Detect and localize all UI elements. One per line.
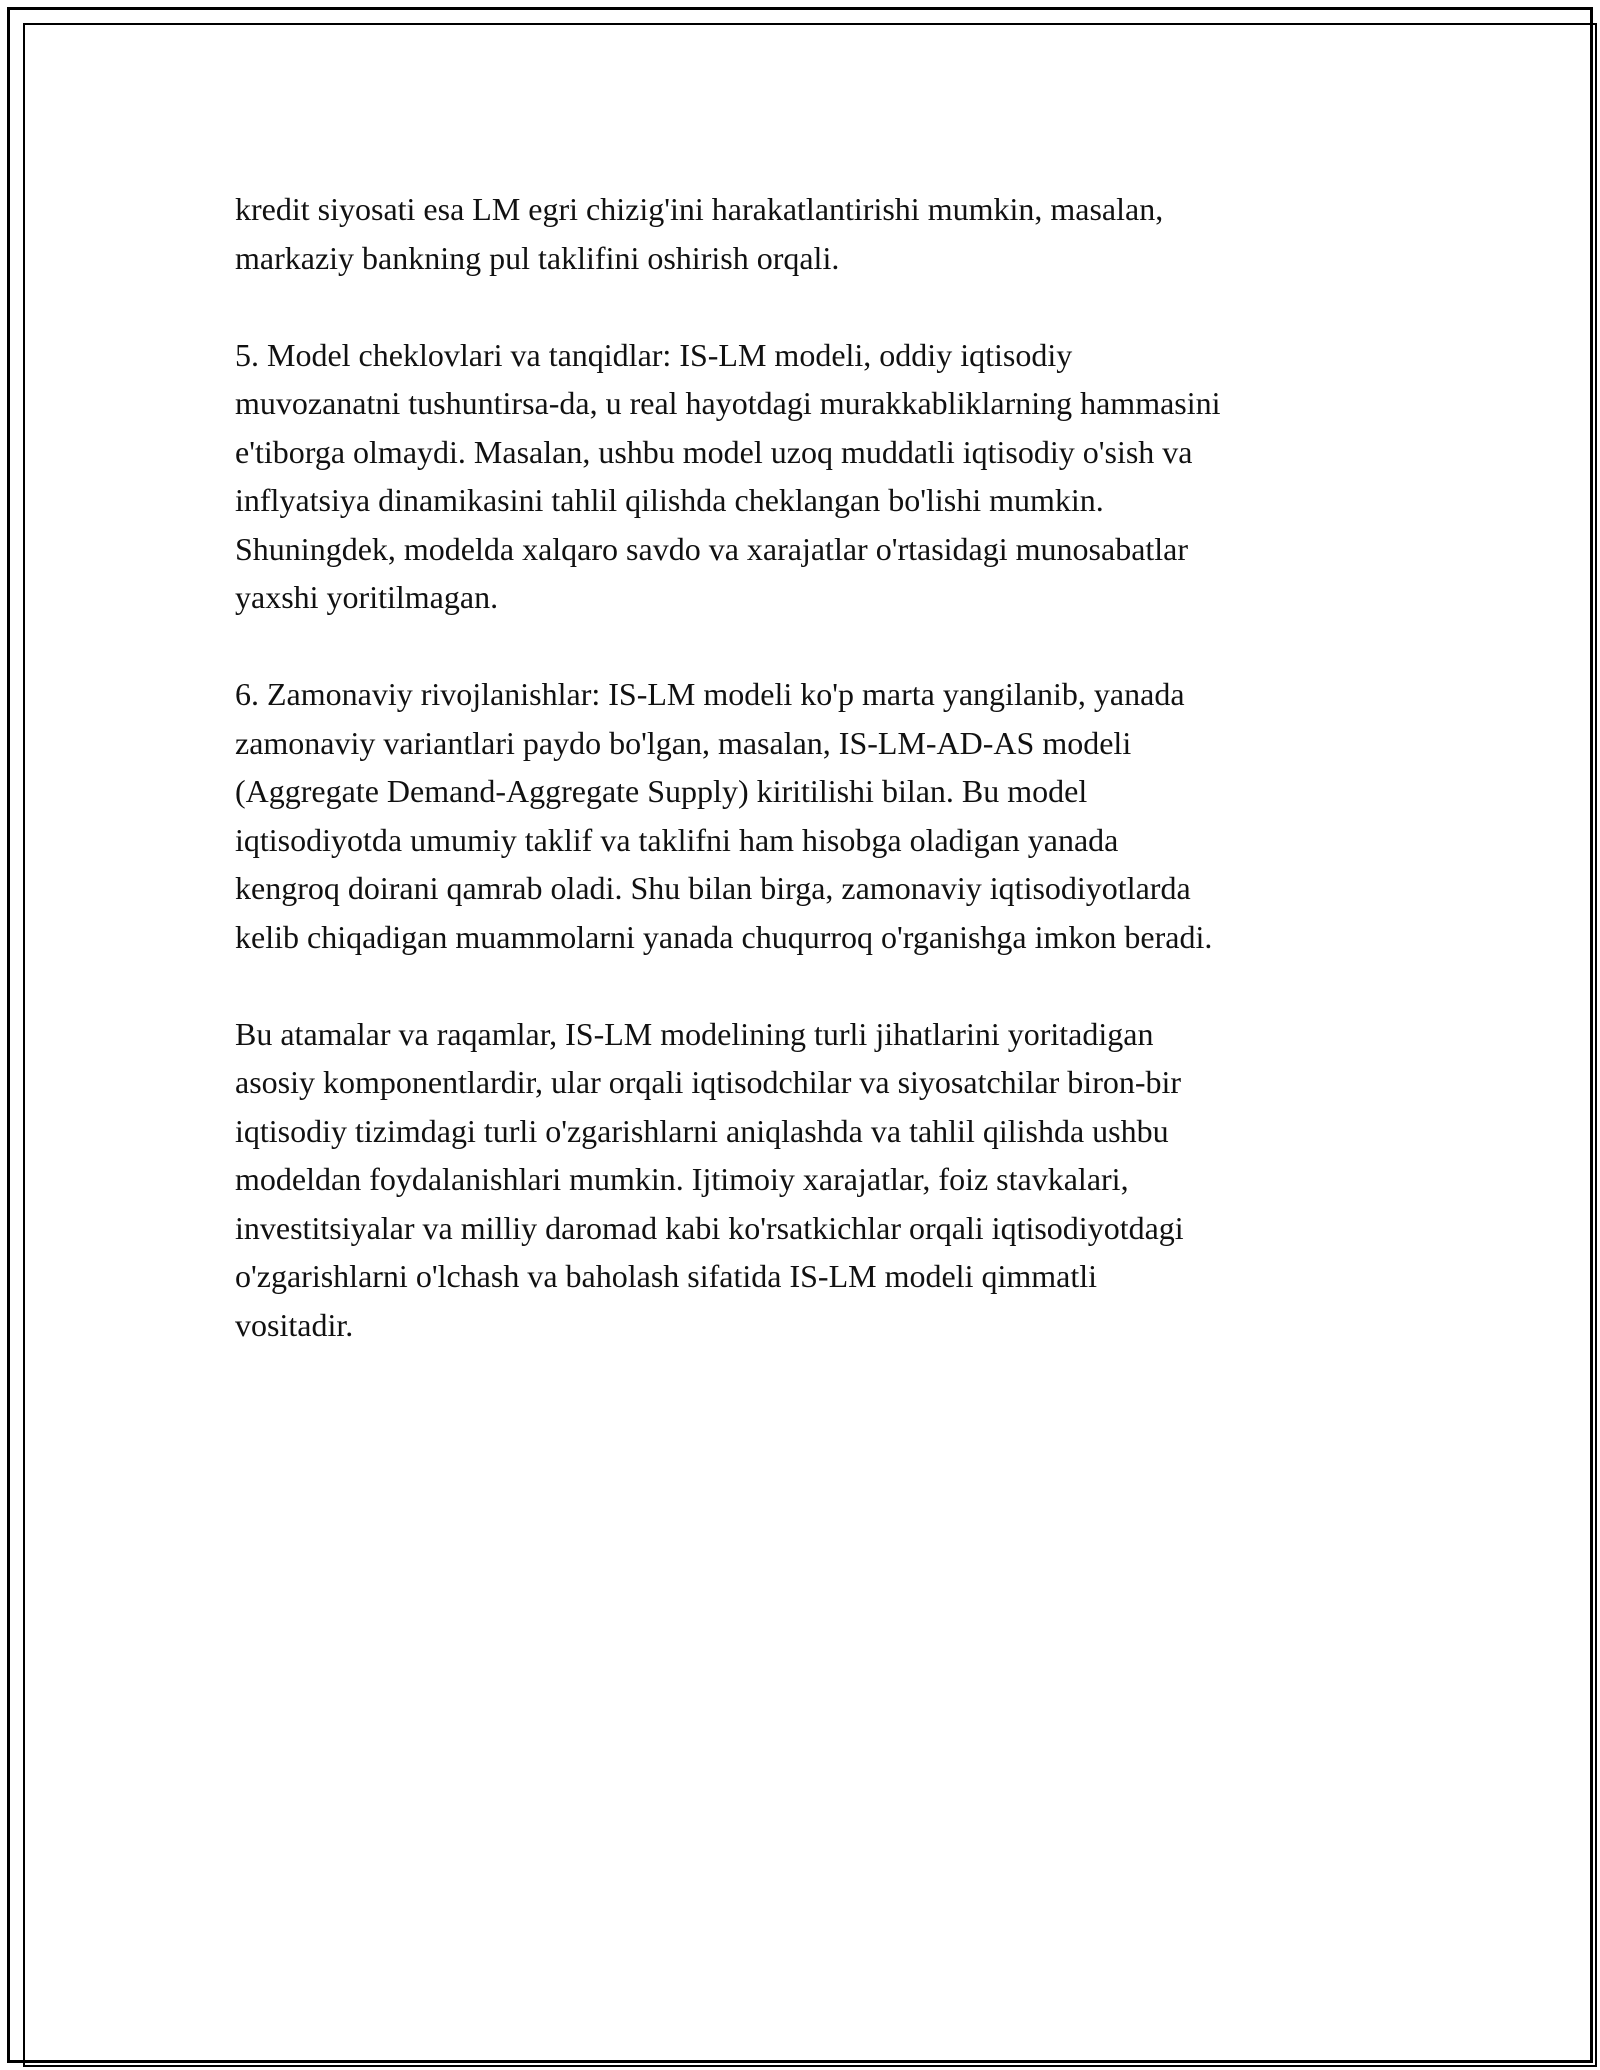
paragraph-monetary-policy: kredit siyosati esa LM egri chizig'ini harakatlantirishi mumkin, masalan, markaziy bankning pul taklifini oshirish orqali.	[235, 191, 1164, 276]
paragraph-model-limitations: 5. Model cheklovlari va tanqidlar: IS-LM modeli, oddiy iqtisodiy muvozanatni tushuntirsa-da, u real hayotdagi murakkabliklarning hammasini e'tiborga olmaydi. Masalan, ushbu model uzoq muddatli iqtisodiy o'sish va inflyatsiya dinamikasini tahlil qilishda cheklangan bo'lishi mumkin. Shuningdek, modelda xalqaro savdo va xarajatlar o'rtasidagi munosabatlar yaxshi yoritilmagan.	[235, 336, 1221, 615]
paragraph-modern-developments: 6. Zamonaviy rivojlanishlar: IS-LM modeli ko'p marta yangilanib, yanada zamonaviy variantlari paydo bo'lgan, masalan, IS-LM-AD-AS modeli (Aggregate Demand-Aggregate Supply) kiritilishi bilan. Bu model iqtisodiyotda umumiy taklif va taklifni ham hisobga oladigan yanada kengroq doirani qamrab oladi. Shu bilan birga, zamonaviy iqtisodiyotlarda kelib chiqadigan muammolarni yanada chuqurroq o'rganishga imkon beradi.	[235, 676, 1213, 955]
document-body	[235, 185, 1385, 1398]
paragraph-conclusion: Bu atamalar va raqamlar, IS-LM modelining turli jihatlarini yoritadigan asosiy komponentlardir, ular orqali iqtisodchilar va siyosatchilar biron-bir iqtisodiy tizimdagi turli o'zgarishlarni aniqlashda va tahlil qilishda ushbu modeldan foydalanishlari mumkin. Ijtimoiy xarajatlar, foiz stavkalari, investitsiyalar va milliy daromad kabi ko'rsatkichlar orqali iqtisodiyotdagi o'zgarishlarni o'lchash va baholash sifatida IS-LM modeli qimmatli vositadir.	[235, 1015, 1184, 1343]
